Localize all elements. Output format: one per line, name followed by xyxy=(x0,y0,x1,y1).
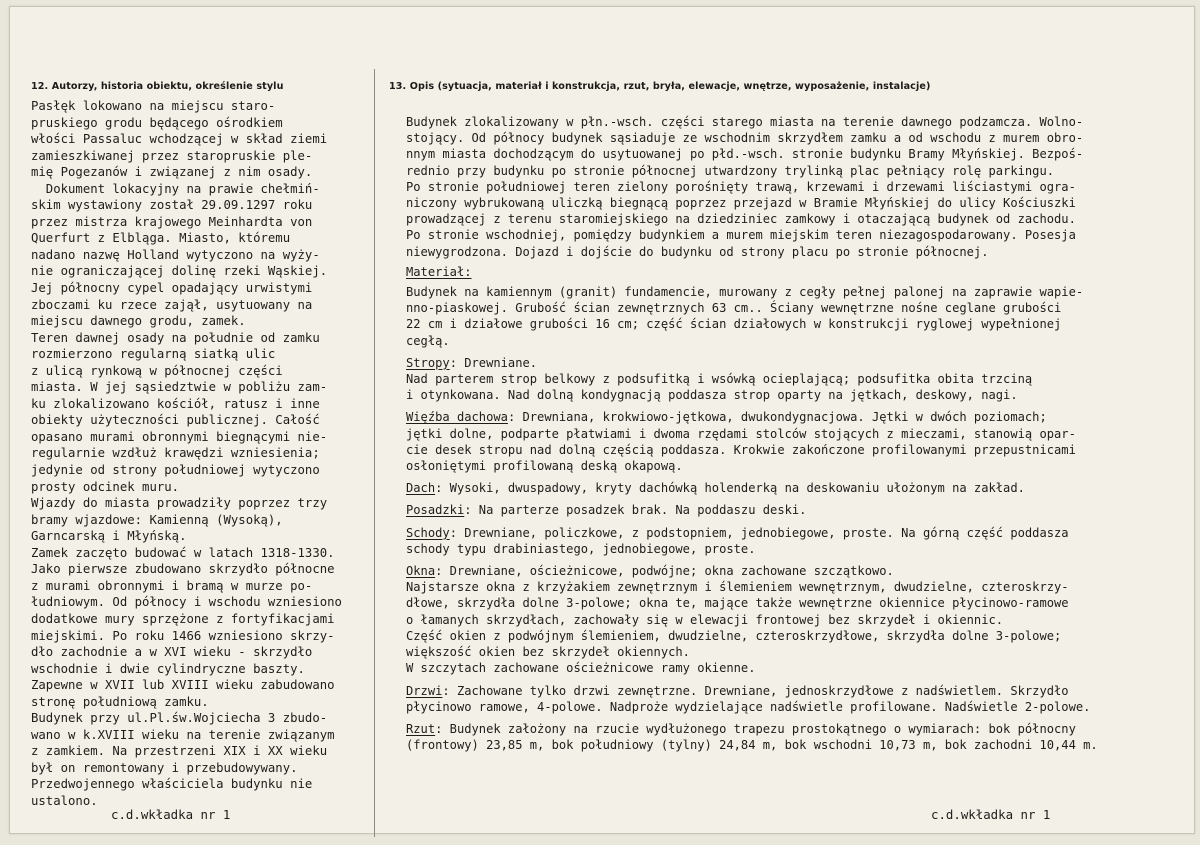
posadzki-section xyxy=(406,502,1196,518)
wiezba-label: Więźba dachowa xyxy=(406,410,508,425)
okna-section xyxy=(406,563,1196,676)
schody-label: Schody xyxy=(406,525,450,540)
section-13-heading: 13. Opis (sytuacja, materiał i konstrukcja, rzut, bryła, elewacje, wnętrze, wyposażenie, instalacje) xyxy=(389,81,931,92)
right-footer-note: c.d.wkładka nr 1 xyxy=(931,807,1051,822)
posadzki-text: : Na parterze posadzek brak. Na poddaszu deski. xyxy=(464,503,807,518)
description-body xyxy=(406,114,1196,759)
drzwi-label: Drzwi xyxy=(406,683,443,698)
rzut-label: Rzut xyxy=(406,721,436,736)
rzut-text: : Budynek założony na rzucie wydłużonego trapezu prostokątnego o wymiarach: bok północny (frontowy) 23,85 m, bok południowy (tylny) 24,84 m, bok wschodni 10,73 m, bok zachodni 10,44 m. xyxy=(406,721,1098,753)
document-sheet xyxy=(9,6,1195,834)
column-divider xyxy=(374,69,375,837)
dach-section xyxy=(406,480,1196,496)
okna-text: : Drewniane, ościeżnicowe, podwójne; okna zachowane szczątkowo. Najstarsze okna z krzyżakiem zewnętrznym i ślemieniem wewnętrznym, dwudzielne, czteroskrzy- dłowe, skrzydła dolne 3-polowe; okna te, mające także wewnętrzne okiennice płycinowo-ramowe o łamanych skrzydłach, zachowały się w elewacji frontowej bez skrzydeł i okiennic. Część okien z podwójnym ślemieniem, dwudzielne, czteroskrzydłowe, skrzydła dolne 3-polowe; większość okien bez skrzydeł okiennych. W szczytach zachowane ościeżnicowe ramy okienne. xyxy=(406,564,1069,676)
posadzki-label: Posadzki xyxy=(406,503,465,518)
wiezba-section xyxy=(406,409,1196,474)
section-12-heading: 12. Autorzy, historia obiektu, określenie stylu xyxy=(31,81,284,92)
location-paragraph: Budynek zlokalizowany w płn.-wsch. części starego miasta na terenie dawnego podzamcza. Wolno- stojący. Od północy budynek sąsiaduje ze wschodnim skrzydłem zamku a od wschodu z murem obro- nnym miasta dochodzącym do usytuowanej po płd.-wsch. stronie budynku Bramy Młyńskiej. Bezpoś- rednio przy budynku po stronie północnej utwardzony trylinką plac pełniący rolę parkingu. Po stronie południowej teren zielony porośnięty trawą, krzewami i drzewami liściastymi ogra- niczony wybrukowaną uliczką biegnącą poprzez przejazd w Bramie Młyńskiej do ulicy Kościuszki prowadzącej z terenu staromiejskiego na dziedziniec zamkowy i otaczającą budynek od zachodu. Po stronie wschodniej, pomiędzy budynkiem a murem miejskim teren niezagospodarowany. Posesja niewygrodzona. Dojazd i dojście do budynku od strony placu po stronie północnej. xyxy=(406,115,1084,259)
okna-label: Okna xyxy=(406,564,436,579)
dach-text: : Wysoki, dwuspadowy, kryty dachówką holenderką na deskowaniu ułożonym na zakład. xyxy=(435,481,1025,496)
schody-text: : Drewniane, policzkowe, z podstopniem, jednobiegowe, proste. Na górną część poddasza schody typu drabiniastego, jednobiegowe, proste. xyxy=(406,525,1069,556)
material-paragraph: Budynek na kamiennym (granit) fundamencie, murowany z cegły pełnej palonej na zaprawie wapie- nno-piaskowej. Grubość ścian zewnętrznych 63 cm.. Ściany wewnętrzne nośne ceglane grubości 22 cm i działowe grubości 16 cm; część ścian działowych w konstrukcji ryglowej wypełnionej cegłą. xyxy=(406,285,1084,348)
material-label: Materiał: xyxy=(406,264,472,279)
schody-section xyxy=(406,525,1196,557)
drzwi-section xyxy=(406,683,1196,715)
stropy-label: Stropy xyxy=(406,355,450,370)
stropy-section xyxy=(406,355,1196,404)
material-heading xyxy=(406,264,1196,280)
dach-label: Dach xyxy=(406,481,436,496)
stropy-text: : Drewniane. Nad parterem strop belkowy z podsufitką i wsówką ocieplającą; podsufitka obita trzciną i otynkowana. Nad dolną kondygnacją poddasza strop oparty na jętkach, deskowy, nagi. xyxy=(406,355,1033,403)
drzwi-text: : Zachowane tylko drzwi zewnętrzne. Drewniane, jednoskrzydłowe z nadświetlem. Skrzydło płycinowo ramowe, 4-polowe. Nadproże wydzielające nadświetle profilowane. Nadświetle 2-polowe. xyxy=(406,683,1091,714)
left-footer-note: c.d.wkładka nr 1 xyxy=(111,807,231,822)
history-text: Pasłęk lokowano na miejscu staro- pruskiego grodu będącego ośrodkiem włości Passaluc wchodzącej w skład ziemi zamieszkiwanej przez staropruskie ple- mię Pogezanów i związanej z nim osady. Dokument lokacyjny na prawie chełmiń- skim wystawiony został 29.09.1297 roku przez mistrza krajowego Meinhardta von Querfurt z Elbląga. Miasto, któremu nadano nazwę Holland wytyczono na wyży- nie ograniczającej dolinę rzeki Wąskiej. Jej północny cypel opadający urwistymi zboczami ku rzece zajął, usytuowany na miejscu dawnego grodu, zamek. Teren dawnej osady na południe od zamku rozmierzono regularną siatką ulic z ulicą rynkową w północnej części miasta. W jej sąsiedztwie w pobliżu zam- ku zlokalizowano kościół, ratusz i inne obiekty użyteczności publicznej. Całość opasano murami obronnymi biegnącymi nie- regularnie wzdłuż krawędzi wzniesienia; jedynie od strony południowej wytyczono prosty odcinek muru. Wjazdy do miasta prowadziły poprzez trzy bramy wjazdowe: Kamienną (Wysoką), Garncarską i Młyńską. Zamek zaczęto budować w latach 1318-1330. Jako pierwsze zbudowano skrzydło północne z murami obronnymi i bramą w murze po- łudniowym. Od północy i wschodu wzniesiono dodatkowe mury sprzężone z fortyfikacjami miejskimi. Po roku 1466 wzniesiono skrzy- dło zachodnie a w XVI wieku - skrzydło wschodnie i dwie cylindryczne baszty. Zapewne w XVII lub XVIII wieku zabudowano stronę południową zamku. Budynek przy ul.Pl.św.Wojciecha 3 zbudo- wano w k.XVIII wieku na terenie związanym z zamkiem. Na przestrzeni XIX i XX wieku był on remontowany i przebudowywany. Przedwojennego właściciela budynku nie ustalono. xyxy=(31,99,342,808)
rzut-section xyxy=(406,721,1196,753)
wiezba-text: : Drewniana, krokwiowo-jętkowa, dwukondygnacjowa. Jętki w dwóch poziomach; jętki dolne, podparte płatwiami i dwoma rzędami stolców stojących z mieczami, stanowią opar- cie desek stropu nad dolną częścią poddasza. Krokwie zakończone profilowanymi przepustnicami osłoniętymi profilowaną deską okapową. xyxy=(406,410,1076,474)
